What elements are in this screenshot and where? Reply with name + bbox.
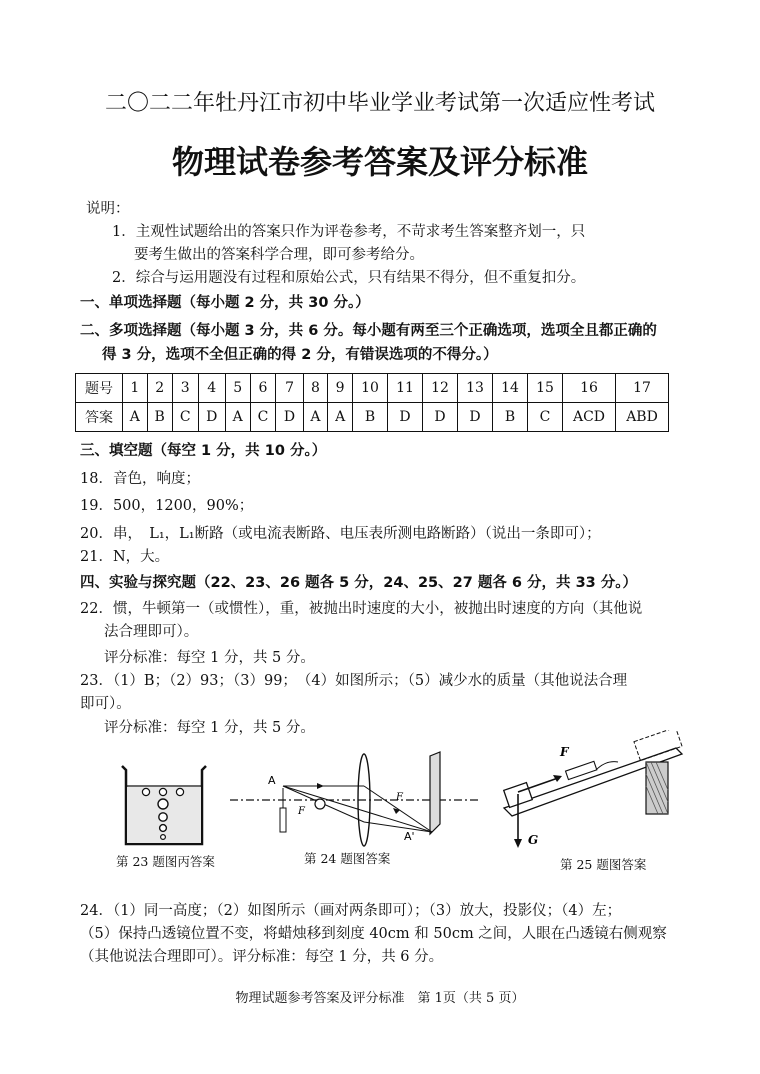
page-footer: 物理试题参考答案及评分标准 第 1页（共 5 页） <box>235 991 525 1006</box>
table-cell: D <box>458 403 493 432</box>
section-experiment: 四、实验与探究题（22、23、26 题各 5 分，24、25、27 题各 6 分，共 33 分。） <box>80 575 638 591</box>
table-cell: C <box>250 403 276 432</box>
answer-q22-line2: 法合理即可）。 <box>104 624 199 640</box>
table-cell: ACD <box>563 403 616 432</box>
label-F: F <box>560 745 569 759</box>
focal-marker <box>315 799 325 809</box>
table-cell: 15 <box>528 374 563 403</box>
table-cell: 4 <box>198 374 225 403</box>
row-label-number: 题号 <box>76 374 123 403</box>
bubble <box>159 813 167 821</box>
fig25-incline-diagram <box>496 730 696 854</box>
table-cell: 16 <box>563 374 616 403</box>
table-cell: 7 <box>276 374 303 403</box>
answer-table <box>75 373 669 432</box>
table-cell: 9 <box>328 374 353 403</box>
label-F-left: F <box>298 806 305 817</box>
fig24-caption: 第 24 题图答案 <box>304 851 391 866</box>
section-multi-choice-line2: 得 3 分，选项不全但正确的得 2 分，有错误选项的不得分。） <box>102 347 498 363</box>
score-q23: 评分标准：每空 1 分，共 5 分。 <box>104 720 315 736</box>
answer-q23-line2: 即可）。 <box>80 696 131 712</box>
label-A: A <box>268 774 276 787</box>
table-cell: A <box>303 403 328 432</box>
note-item-2: 2．综合与运用题没有过程和原始公式，只有结果不得分，但不重复扣分。 <box>112 270 586 286</box>
table-cell: 13 <box>458 374 493 403</box>
table-cell: 17 <box>616 374 669 403</box>
label-F-right: F <box>396 792 403 803</box>
bubble <box>158 799 168 809</box>
answer-q22-line1: 22．惯，牛顿第一（或惯性），重，被抛出时速度的大小，被抛出时速度的方向（其他说 <box>80 601 643 617</box>
screen <box>430 752 440 834</box>
table-row <box>76 374 669 403</box>
table-cell: 11 <box>388 374 423 403</box>
table-cell: 3 <box>172 374 198 403</box>
section-single-choice: 一、单项选择题（每小题 2 分，共 30 分。） <box>80 295 370 311</box>
arrow-icon <box>514 839 522 848</box>
table-cell: D <box>423 403 458 432</box>
fig24-lens-diagram <box>228 748 480 848</box>
table-cell: D <box>198 403 225 432</box>
table-cell: 5 <box>225 374 250 403</box>
answer-q24-line3: （其他说法合理即可）。评分标准：每空 1 分，共 6 分。 <box>80 949 444 965</box>
table-cell: D <box>388 403 423 432</box>
label-A-prime: A' <box>404 830 415 843</box>
table-cell: A <box>225 403 250 432</box>
bubble <box>161 835 166 840</box>
answer-q23-line1: 23．（1）B；（2）93；（3）99； （4）如图所示；（5）减少水的质量（其他说法合理 <box>80 673 628 689</box>
table-cell: 12 <box>423 374 458 403</box>
table-cell: A <box>123 403 148 432</box>
note-item-1-line2: 要考生做出的答案科学合理，即可参考给分。 <box>134 247 424 263</box>
answer-q24-line1: 24．（1）同一高度；（2）如图所示（画对两条即可）；（3）放大，投影仪；（4）左； <box>80 903 622 919</box>
section-fill-blank: 三、填空题（每空 1 分，共 10 分。） <box>80 443 327 459</box>
table-cell: 10 <box>353 374 388 403</box>
ray <box>364 822 432 832</box>
table-cell: B <box>353 403 388 432</box>
answer-q20: 20．串， L₁，L₁断路（或电流表断路、电压表所测电路断路）（说出一条即可）； <box>80 526 601 542</box>
notes-heading: 说明： <box>86 201 130 217</box>
fig23-caption: 第 23 题图丙答案 <box>116 854 215 869</box>
section-multi-choice-line1: 二、多项选择题（每小题 3 分，共 6 分。每小题有两至三个正确选项，选项全且都正确的 <box>80 323 657 339</box>
table-row <box>76 403 669 432</box>
table-cell: D <box>276 403 303 432</box>
table-cell: ABD <box>616 403 669 432</box>
table-cell: A <box>328 403 353 432</box>
bubble <box>176 788 183 795</box>
table-cell: B <box>493 403 528 432</box>
answer-q24-line2: （5）保持凸透镜位置不变，将蜡烛移到刻度 40cm 和 50cm 之间，人眼在凸透镜右侧观察 <box>80 926 667 942</box>
bubble <box>159 788 166 795</box>
table-cell: C <box>172 403 198 432</box>
note-item-1-line1: 1．主观性试题给出的答案只作为评卷参考，不苛求考生答案整齐划一，只 <box>112 224 586 240</box>
fig25-caption: 第 25 题图答案 <box>560 857 647 872</box>
label-G: G <box>528 833 539 847</box>
table-cell: 8 <box>303 374 328 403</box>
score-q22: 评分标准：每空 1 分，共 5 分。 <box>104 650 315 666</box>
arrow-icon <box>393 808 400 814</box>
arrow-icon <box>317 783 324 789</box>
bubble <box>160 825 167 832</box>
fig23-beaker-diagram <box>116 760 212 850</box>
exam-title: 二〇二二年牡丹江市初中毕业学业考试第一次适应性考试 <box>104 91 655 116</box>
table-cell: B <box>147 403 172 432</box>
candle <box>280 808 286 832</box>
bubble <box>142 788 149 795</box>
table-cell: 6 <box>250 374 276 403</box>
document-subtitle: 物理试卷参考答案及评分标准 <box>171 143 588 181</box>
table-cell: 1 <box>123 374 148 403</box>
table-cell: C <box>528 403 563 432</box>
answer-q21: 21．N，大。 <box>80 549 170 565</box>
table-cell: 2 <box>147 374 172 403</box>
answer-q18: 18．音色，响度； <box>80 471 200 487</box>
table-cell: 14 <box>493 374 528 403</box>
row-label-answer: 答案 <box>76 403 123 432</box>
answer-q19: 19．500，1200，90%； <box>80 498 254 514</box>
